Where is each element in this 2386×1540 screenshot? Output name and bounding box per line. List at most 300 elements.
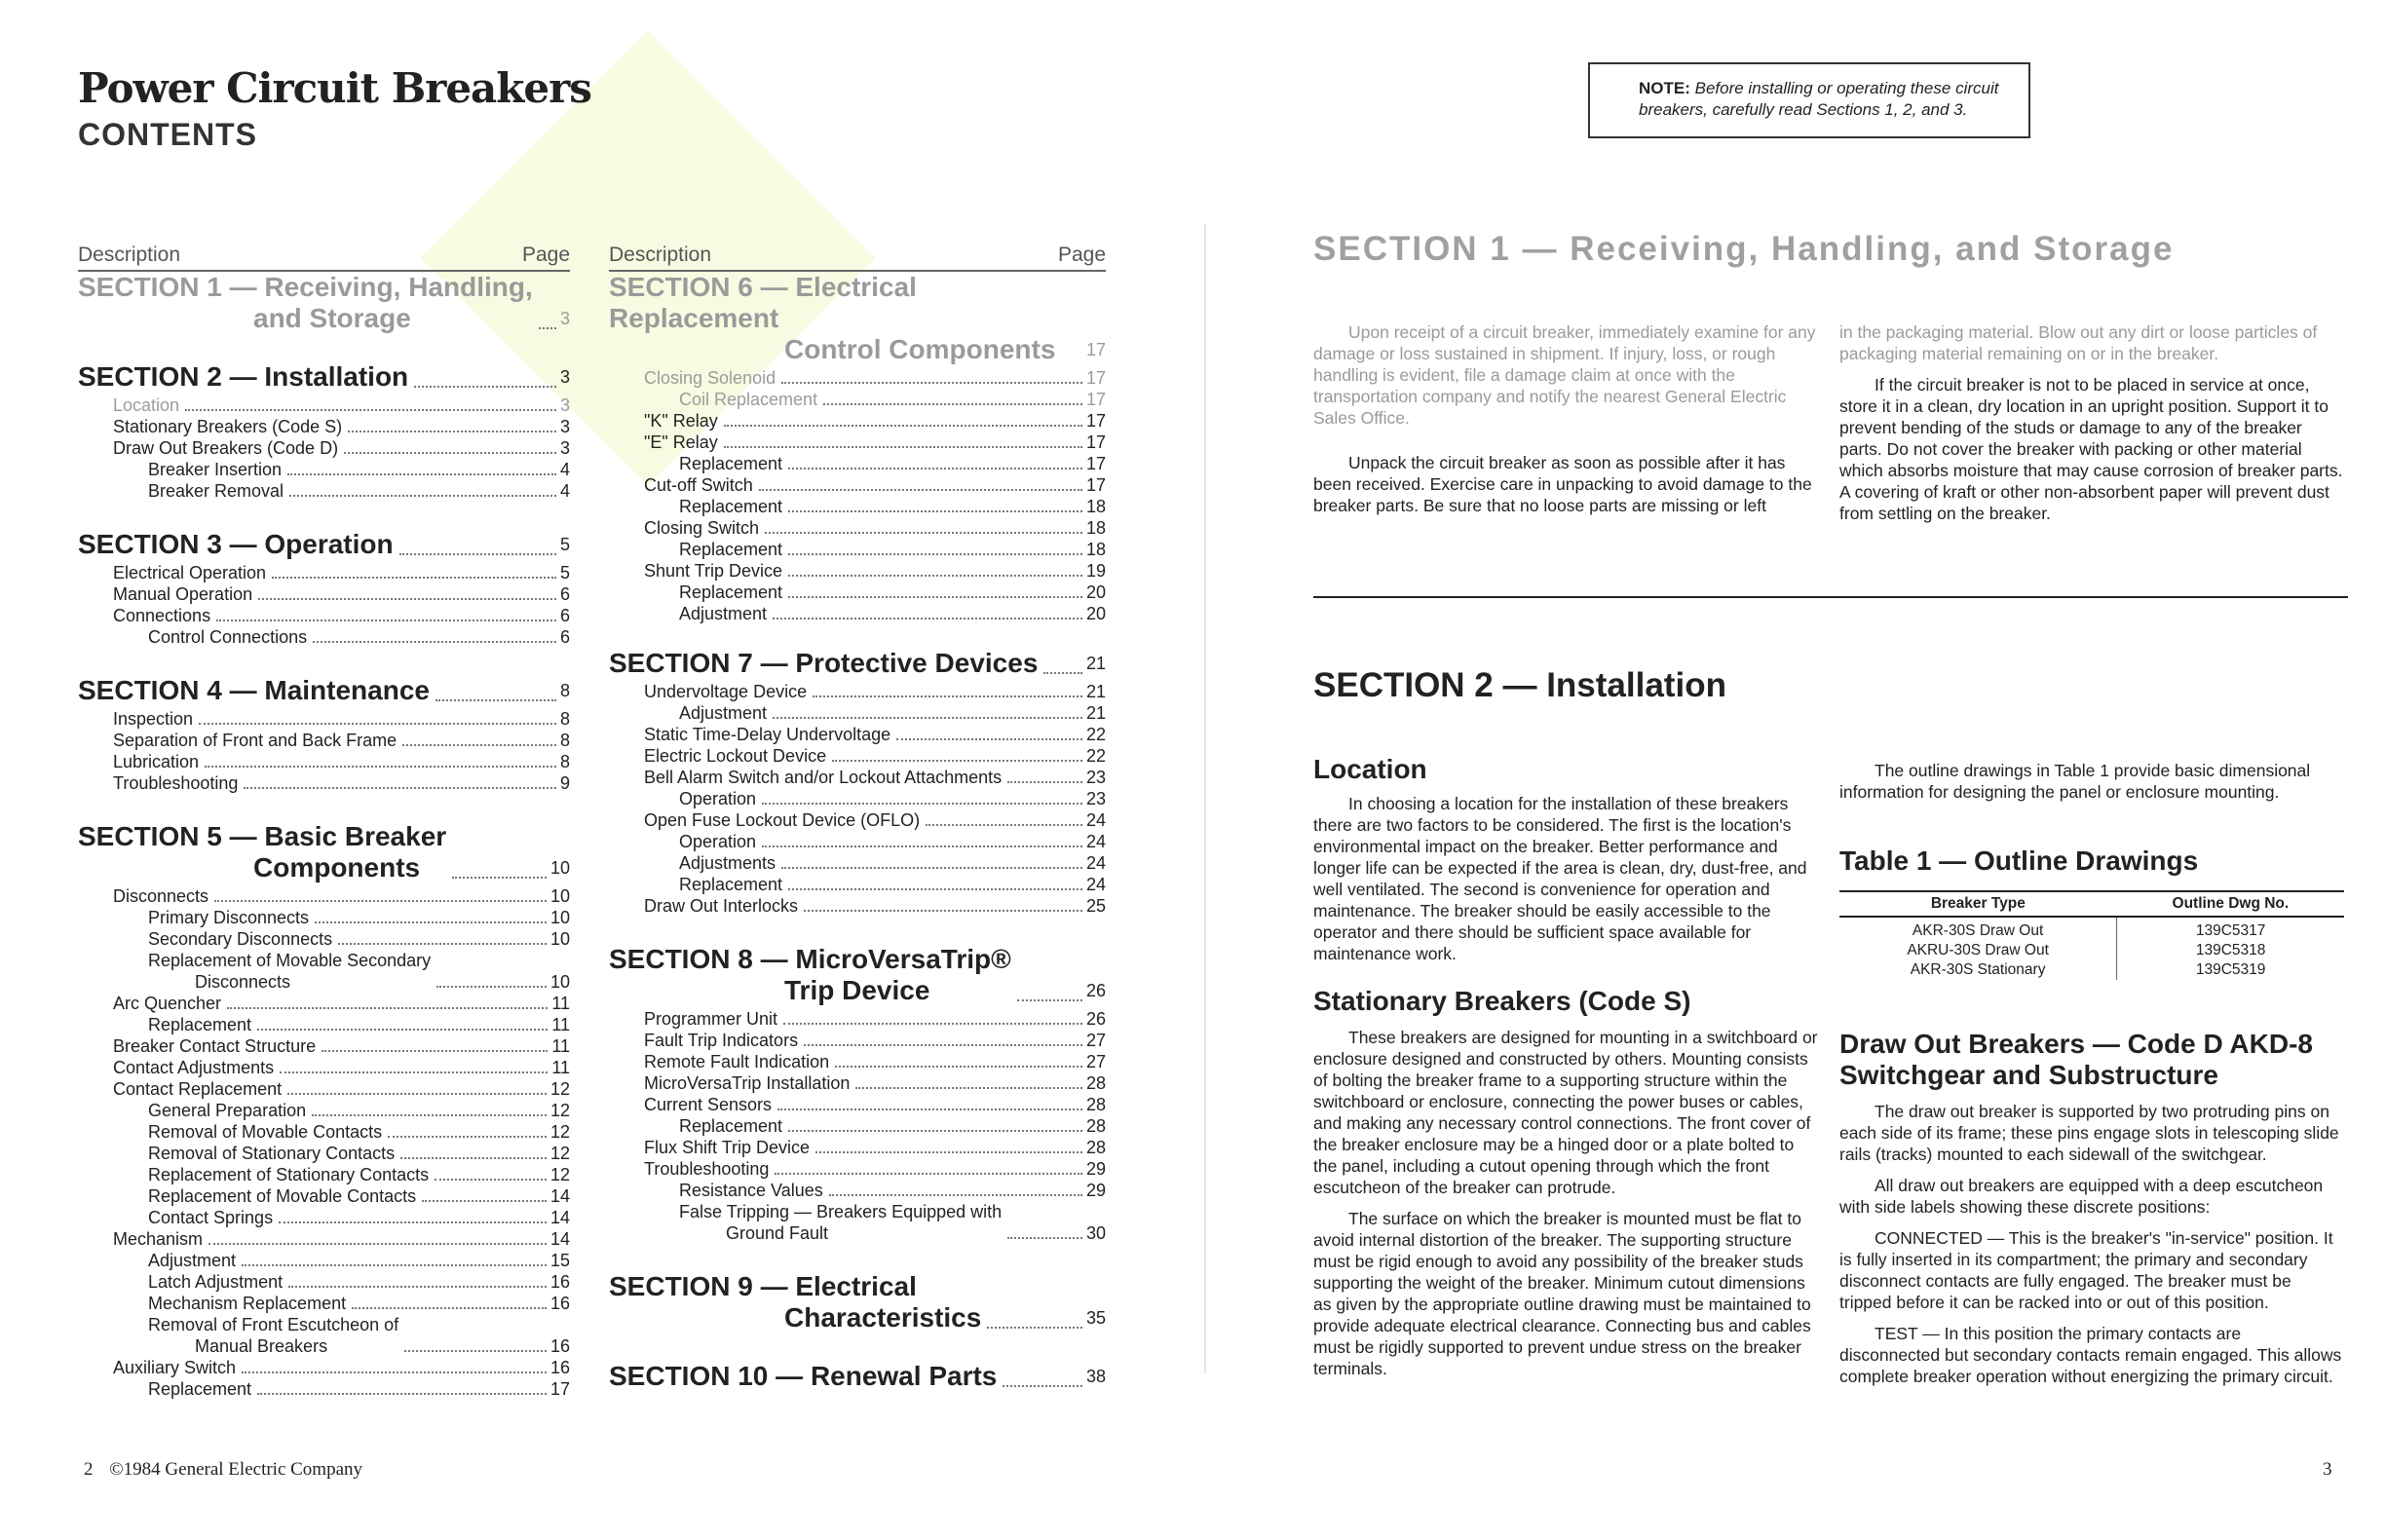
toc-entry-label: Disconnects xyxy=(113,886,209,906)
toc-page-number: 24 xyxy=(1085,810,1106,830)
toc-section-label-line2: Trip Device xyxy=(784,975,930,1005)
drawout-para-1: The draw out breaker is supported by two protruding pins on each side of its frame; these pins engage slots in telescoping slide rails (tracks) mounted to each sidewall of the switchgear. xyxy=(1839,1102,2339,1164)
leader-dots xyxy=(287,1092,547,1095)
toc-entry xyxy=(609,474,1106,496)
toc-entry xyxy=(609,367,1106,389)
leader-dots xyxy=(289,494,556,497)
toc-page-number: 18 xyxy=(1085,497,1106,516)
leader-dots xyxy=(788,552,1082,555)
toc-entry-label: Programmer Unit xyxy=(644,1009,778,1029)
toc-entry xyxy=(609,831,1106,852)
toc-entry-label: Contact Replacement xyxy=(113,1079,283,1099)
toc-page-number: 18 xyxy=(1085,518,1106,538)
toc-entry xyxy=(609,582,1106,603)
toc-entry xyxy=(78,416,570,437)
toc-section-label-line2: Characteristics xyxy=(784,1302,982,1333)
toc-page-number: 10 xyxy=(549,908,570,927)
toc-page-number: 11 xyxy=(551,1015,570,1034)
toc-entry xyxy=(78,772,570,794)
leader-dots xyxy=(322,1049,548,1052)
toc-page-number: 5 xyxy=(559,535,570,554)
toc-entry-label: Replacement of Movable Contacts xyxy=(148,1186,417,1206)
toc-entry xyxy=(609,809,1106,831)
toc-column-1 xyxy=(78,244,570,1400)
toc-entry xyxy=(78,1057,570,1078)
toc-entry-label: Fault Trip Indicators xyxy=(644,1031,799,1050)
note-text: Before installing or operating these circuit breakers, carefully read Sections 1, 2, and 3. xyxy=(1639,79,1999,119)
drawout-para-2: All draw out breakers are equipped with a deep escutcheon with side labels showing these discrete positions: xyxy=(1839,1176,2324,1217)
toc-section-title xyxy=(78,361,570,393)
toc-page-number: 23 xyxy=(1085,789,1106,808)
toc-entry-label: Arc Quencher xyxy=(113,994,222,1013)
toc-entry-label: Latch Adjustment xyxy=(148,1272,284,1292)
toc-entry xyxy=(78,1228,570,1250)
toc-section-title xyxy=(609,272,1106,365)
toc-entry xyxy=(78,1293,570,1314)
toc-page-number: 10 xyxy=(549,858,570,878)
toc-section-label: SECTION 4 — Maintenance xyxy=(78,675,430,705)
toc-page-number: 23 xyxy=(1085,768,1106,787)
toc-page-number: 14 xyxy=(549,1208,570,1227)
note-box xyxy=(1588,62,2030,138)
leader-dots xyxy=(775,1172,1082,1175)
toc-entry-label: Removal of Movable Contacts xyxy=(148,1122,383,1142)
leader-dots xyxy=(199,722,556,725)
leader-dots xyxy=(288,1285,547,1288)
toc-page-number: 21 xyxy=(1085,654,1106,673)
toc-header-page: Page xyxy=(521,244,570,266)
toc-page-number: 10 xyxy=(549,886,570,906)
leader-dots xyxy=(205,765,556,768)
toc-page-number: 18 xyxy=(1085,540,1106,559)
toc-entry-label: Closing Switch xyxy=(644,518,760,538)
toc-header xyxy=(78,244,570,272)
toc-entry xyxy=(78,437,570,459)
toc-section-label: SECTION 5 — Basic Breaker xyxy=(78,821,447,851)
toc-section-label: SECTION 7 — Protective Devices xyxy=(609,648,1039,678)
table-cell: 139C5319 xyxy=(2195,961,2266,978)
leader-dots xyxy=(813,695,1082,697)
leader-dots xyxy=(257,1392,547,1395)
leader-dots xyxy=(1043,671,1082,674)
toc-page-number: 8 xyxy=(559,752,570,771)
page-number: 3 xyxy=(2323,1459,2332,1480)
toc-entry xyxy=(609,389,1106,410)
toc-entry-label: Bell Alarm Switch and/or Lockout Attachments xyxy=(644,768,1003,787)
leader-dots xyxy=(788,1129,1082,1132)
toc-entry-label: Draw Out Interlocks xyxy=(644,896,799,916)
leader-dots xyxy=(258,597,556,600)
toc-entry xyxy=(609,432,1106,453)
toc-entry-label: Contact Springs xyxy=(148,1208,274,1227)
leader-dots xyxy=(244,786,556,789)
toc-page-number: 22 xyxy=(1085,746,1106,766)
leader-dots xyxy=(1017,998,1082,1001)
toc-section-title xyxy=(78,821,570,883)
toc-page-number: 16 xyxy=(549,1272,570,1292)
toc-entry-label: Separation of Front and Back Frame xyxy=(113,731,398,750)
toc-page-number: 28 xyxy=(1085,1073,1106,1093)
table-cell: 139C5317 xyxy=(2195,922,2266,939)
section1-para-3: in the packaging material. Blow out any dirt or loose particles of packaging material remaining on or in the breaker. xyxy=(1839,322,2318,363)
leader-dots xyxy=(435,1178,547,1181)
section1-column-a xyxy=(1313,321,1820,526)
toc-page-number: 16 xyxy=(549,1358,570,1377)
toc-page-number: 29 xyxy=(1085,1159,1106,1179)
toc-page-number: 20 xyxy=(1085,604,1106,623)
toc-entry xyxy=(78,605,570,626)
toc-page-number: 19 xyxy=(1085,561,1106,581)
toc-entry-label: Replacement xyxy=(679,454,783,473)
section-rule xyxy=(1313,596,2348,598)
leader-dots xyxy=(338,942,547,945)
table-title: Table 1 — Outline Drawings xyxy=(1839,845,2199,876)
toc-entry xyxy=(609,745,1106,767)
leader-dots xyxy=(352,1306,547,1309)
toc-entry-label: Undervoltage Device xyxy=(644,682,808,701)
toc-header-description: Description xyxy=(609,244,712,266)
toc-entry-label: Replacement xyxy=(148,1015,252,1034)
section1-para-2: Unpack the circuit breaker as soon as possible after it has been received. Exercise care in unpacking to avoid damage to the breaker parts. Be sure that no loose parts are missing or left xyxy=(1313,453,1812,515)
toc-entry-label: Breaker Insertion xyxy=(148,460,283,479)
leader-dots xyxy=(422,1199,547,1202)
toc-entry-label: Location xyxy=(113,395,180,415)
toc-entry-label: Breaker Removal xyxy=(148,481,284,501)
toc-entry xyxy=(78,751,570,772)
toc-page-number: 27 xyxy=(1085,1031,1106,1050)
leader-dots xyxy=(788,509,1082,512)
leader-dots xyxy=(829,1193,1082,1196)
toc-entry xyxy=(609,603,1106,624)
toc-entry-label: Stationary Breakers (Code S) xyxy=(113,417,343,436)
leader-dots xyxy=(788,574,1082,577)
toc-entry xyxy=(609,1180,1106,1201)
toc-page-number: 14 xyxy=(549,1186,570,1206)
toc-page-number: 17 xyxy=(1085,411,1106,431)
toc-entry-label: Remote Fault Indication xyxy=(644,1052,830,1071)
toc-page-number: 4 xyxy=(559,481,570,501)
toc-entry xyxy=(609,788,1106,809)
toc-page-number: 8 xyxy=(559,681,570,700)
toc-section-label: SECTION 2 — Installation xyxy=(78,361,409,392)
toc-entry-label: Shunt Trip Device xyxy=(644,561,783,581)
toc-entry-label: Mechanism xyxy=(113,1229,204,1249)
toc-section-label: SECTION 6 — Electrical Replacement xyxy=(609,272,917,333)
toc-entry xyxy=(609,453,1106,474)
leader-dots xyxy=(788,595,1082,598)
toc-entry xyxy=(609,517,1106,539)
leader-dots xyxy=(280,1070,548,1073)
leader-dots xyxy=(781,381,1082,384)
section2-title: SECTION 2 — Installation xyxy=(1313,666,1726,704)
toc-entry xyxy=(78,1143,570,1164)
outline-drawings-table xyxy=(1839,890,2344,980)
toc-page-number: 28 xyxy=(1085,1116,1106,1136)
toc-entry xyxy=(609,410,1106,432)
table-cell: AKR-30S Draw Out xyxy=(1839,917,2117,941)
location-para: In choosing a location for the installation of these breakers there are two factors to be considered. The first is the location's environmental impact on the breaker. Better performance and longer life can be expected if the area is clean, dry, dust-free, and well ventilated. The second is convenience for operation and maintenance. The breaker should be easily accessible to the operator and there should be sufficient space available for maintenance work. xyxy=(1313,794,1807,963)
toc-page-number: 12 xyxy=(549,1144,570,1163)
table-header-cell: Outline Dwg No. xyxy=(2117,891,2344,917)
leader-dots xyxy=(783,1022,1082,1025)
toc-page-number: 21 xyxy=(1085,703,1106,723)
toc-page-number: 6 xyxy=(559,584,570,604)
leader-dots xyxy=(315,920,547,923)
toc-entry xyxy=(78,1014,570,1035)
table-row xyxy=(1839,960,2344,980)
toc-page-number: 17 xyxy=(1085,368,1106,388)
contents-heading: CONTENTS xyxy=(78,117,257,152)
toc-entry-label: Auxiliary Switch xyxy=(113,1358,237,1377)
toc-column-2 xyxy=(609,244,1106,1394)
leader-dots xyxy=(815,1150,1082,1153)
toc-entry-label: Contact Adjustments xyxy=(113,1058,275,1077)
toc-section-title xyxy=(78,675,570,706)
toc-entry-label: Lubrication xyxy=(113,752,200,771)
toc-entry xyxy=(78,1078,570,1100)
table-row xyxy=(1839,917,2344,941)
toc-entry-label: Replacement xyxy=(148,1379,252,1399)
toc-page-number: 24 xyxy=(1085,853,1106,873)
toc-entry xyxy=(78,459,570,480)
toc-page-number: 38 xyxy=(1085,1367,1106,1386)
toc-entry-label: Coil Replacement xyxy=(679,390,818,409)
toc-page-number: 8 xyxy=(559,709,570,729)
toc-page-number: 14 xyxy=(549,1229,570,1249)
toc-page-number: 15 xyxy=(549,1251,570,1270)
toc-page-number: 5 xyxy=(559,563,570,582)
toc-entry-label: MicroVersaTrip Installation xyxy=(644,1073,851,1093)
toc-entry xyxy=(609,560,1106,582)
leader-dots xyxy=(436,985,547,988)
toc-entry xyxy=(78,562,570,583)
toc-page-number: 3 xyxy=(559,395,570,415)
section1-column-b xyxy=(1839,321,2346,534)
toc-page-number: 10 xyxy=(549,929,570,949)
toc-page-number: 28 xyxy=(1085,1095,1106,1114)
leader-dots xyxy=(452,876,547,879)
leader-dots xyxy=(987,1326,1082,1329)
toc-entry xyxy=(78,885,570,907)
toc-entry-label: Current Sensors xyxy=(644,1095,773,1114)
leader-dots xyxy=(777,1108,1082,1110)
toc-page-number: 28 xyxy=(1085,1138,1106,1157)
toc-entry-label: Draw Out Breakers (Code D) xyxy=(113,438,339,458)
drawout-para-3: CONNECTED — This is the breaker's "in-service" position. It is fully inserted in its compartment; the primary and secondary disconnect contacts are fully engaged. The breaker must be tripped before it can be racked into or out of this position. xyxy=(1839,1228,2333,1312)
section1-para-4: If the circuit breaker is not to be placed in service at once, store it in a clean, dry location in an upright position. Support it to prevent bending of the studs or damage to any of the breaker parts. Do not cover the breaker with packing or other material which absorbs moisture that may cause corrosion of breaker parts. A covering of kraft or other non-absorbent paper will prevent dust from settling on the breaker. xyxy=(1839,375,2343,523)
leader-dots xyxy=(788,887,1082,890)
toc-section-title xyxy=(609,1361,1106,1392)
toc-entry xyxy=(78,1100,570,1121)
toc-entry-label-line2: Ground Fault xyxy=(726,1223,829,1243)
leader-dots xyxy=(388,1135,547,1138)
stationary-heading: Stationary Breakers (Code S) xyxy=(1313,986,1691,1016)
toc-entry-label-line2: Manual Breakers xyxy=(195,1336,328,1356)
toc-entry xyxy=(609,724,1106,745)
toc-entry-label: Adjustments xyxy=(679,853,776,873)
toc-page-number: 17 xyxy=(1085,340,1106,359)
leader-dots xyxy=(344,451,556,454)
toc-page-number: 21 xyxy=(1085,682,1106,701)
toc-section-label: SECTION 10 — Renewal Parts xyxy=(609,1361,998,1391)
toc-entry-label: Closing Solenoid xyxy=(644,368,776,388)
toc-page-number: 3 xyxy=(559,417,570,436)
toc-entry xyxy=(609,1008,1106,1030)
toc-entry xyxy=(609,1030,1106,1051)
toc-page-number: 17 xyxy=(1085,454,1106,473)
leader-dots xyxy=(804,1043,1082,1046)
toc-section-label-line2: Components xyxy=(253,852,421,883)
leader-dots xyxy=(400,1156,547,1159)
drawout-para-4: TEST — In this position the primary contacts are disconnected but secondary contacts remain engaged. This allows complete breaker operation without energizing the primary circuit. xyxy=(1839,1324,2342,1386)
toc-header-description: Description xyxy=(78,244,181,266)
table-cell: 139C5318 xyxy=(2195,942,2266,958)
leader-dots xyxy=(414,385,556,388)
toc-entry-label: Mechanism Replacement xyxy=(148,1294,347,1313)
toc-page-number: 24 xyxy=(1085,832,1106,851)
leader-dots xyxy=(1003,1384,1082,1387)
leader-dots xyxy=(773,617,1082,620)
leader-dots xyxy=(773,716,1082,719)
toc-list xyxy=(609,272,1106,1392)
toc-entry xyxy=(78,1378,570,1400)
toc-page-number: 12 xyxy=(549,1101,570,1120)
toc-entry xyxy=(78,993,570,1014)
toc-section-label: SECTION 9 — Electrical xyxy=(609,1271,917,1301)
toc-page-number: 30 xyxy=(1085,1223,1106,1243)
toc-entry xyxy=(609,852,1106,874)
toc-entry-label: Troubleshooting xyxy=(113,773,239,793)
leader-dots xyxy=(242,1371,547,1373)
toc-page-number: 27 xyxy=(1085,1052,1106,1071)
toc-entry xyxy=(609,767,1106,788)
toc-page-number: 24 xyxy=(1085,875,1106,894)
leader-dots xyxy=(214,899,547,902)
leader-dots xyxy=(762,845,1082,847)
table-cell: AKR-30S Stationary xyxy=(1839,960,2117,980)
toc-entry-label: Adjustment xyxy=(679,604,768,623)
toc-entry-label: Breaker Contact Structure xyxy=(113,1036,317,1056)
toc-page-number: 25 xyxy=(1085,896,1106,916)
location-heading: Location xyxy=(1313,754,1427,784)
leader-dots xyxy=(272,576,556,579)
toc-page-number: 12 xyxy=(549,1079,570,1099)
toc-entry-label: "E" Relay xyxy=(644,432,718,452)
toc-entry xyxy=(78,1207,570,1228)
toc-entry xyxy=(78,1314,570,1357)
toc-page-number: 11 xyxy=(551,994,570,1013)
toc-page-number: 17 xyxy=(1085,475,1106,495)
toc-entry-label: Operation xyxy=(679,789,757,808)
leader-dots xyxy=(835,1065,1082,1068)
toc-entry-label: Flux Shift Trip Device xyxy=(644,1138,811,1157)
leader-dots xyxy=(832,759,1082,762)
footer-left xyxy=(84,1459,362,1481)
leader-dots xyxy=(1007,1236,1082,1239)
toc-entry xyxy=(78,394,570,416)
toc-section-label: SECTION 3 — Operation xyxy=(78,529,394,559)
leader-dots xyxy=(724,424,1082,427)
toc-entry xyxy=(78,1035,570,1057)
outline-intro xyxy=(1839,760,2346,812)
toc-header xyxy=(609,244,1106,272)
drawout-body xyxy=(1839,1101,2346,1397)
toc-entry-label: Replacement xyxy=(679,875,783,894)
leader-dots xyxy=(855,1086,1082,1089)
right-page xyxy=(1193,0,2386,1540)
toc-entry-label: Connections xyxy=(113,606,211,625)
toc-page-number: 17 xyxy=(549,1379,570,1399)
toc-entry-label: Removal of Front Escutcheon of xyxy=(148,1315,399,1334)
toc-entry-label: Replacement xyxy=(679,1116,783,1136)
toc-entry xyxy=(609,1158,1106,1180)
leader-dots xyxy=(896,737,1082,740)
toc-entry-label: Operation xyxy=(679,832,757,851)
toc-page-number: 11 xyxy=(551,1036,570,1056)
toc-entry xyxy=(609,1051,1106,1072)
toc-section-title xyxy=(609,648,1106,679)
toc-entry xyxy=(78,928,570,950)
leader-dots xyxy=(257,1028,548,1031)
leader-dots xyxy=(724,445,1082,448)
toc-entry-label: Open Fuse Lockout Device (OFLO) xyxy=(644,810,921,830)
leader-dots xyxy=(823,402,1082,405)
toc-entry xyxy=(609,496,1106,517)
leader-dots xyxy=(242,1263,547,1266)
toc-entry-label: False Tripping — Breakers Equipped with xyxy=(679,1202,1003,1221)
toc-entry xyxy=(609,539,1106,560)
toc-entry xyxy=(78,583,570,605)
toc-page-number: 16 xyxy=(549,1336,570,1356)
toc-entry-label: Inspection xyxy=(113,709,194,729)
drawout-heading: Draw Out Breakers — Code D AKD-8 Switchgear and Substructure xyxy=(1839,1029,2313,1090)
leader-dots xyxy=(185,408,556,411)
toc-list xyxy=(78,272,570,1400)
stationary-para-2: The surface on which the breaker is mounted must be flat to avoid internal distortion of the breaker. The supporting structure must be rigid enough to avoid any possibility of the breaker studs supporting the weight of the breaker. Minimum cutout dimensions as given by the appropriate outline drawing must be maintained to provide adequate electrical clearance. Connecting bus and cables must be rigidly supported to prevent undue stress on the breaker terminals. xyxy=(1313,1209,1811,1378)
toc-section-title xyxy=(78,272,570,334)
toc-entry xyxy=(78,1271,570,1293)
toc-entry xyxy=(609,1094,1106,1115)
toc-entry-label: Troubleshooting xyxy=(644,1159,770,1179)
toc-entry xyxy=(609,1115,1106,1137)
toc-section-label: SECTION 1 — Receiving, Handling, xyxy=(78,272,533,302)
leader-dots xyxy=(227,1006,548,1009)
toc-section-title xyxy=(78,529,570,560)
toc-section-label: SECTION 8 — MicroVersaTrip® xyxy=(609,944,1011,974)
toc-entry xyxy=(78,480,570,502)
toc-entry-label: Adjustment xyxy=(679,703,768,723)
toc-page-number: 6 xyxy=(559,627,570,647)
toc-entry-label: Primary Disconnects xyxy=(148,908,310,927)
toc-page-number: 3 xyxy=(559,438,570,458)
toc-entry xyxy=(609,681,1106,702)
leader-dots xyxy=(1007,780,1082,783)
toc-entry xyxy=(609,874,1106,895)
stationary-body xyxy=(1313,1027,1820,1389)
table-header-row xyxy=(1839,891,2344,917)
toc-entry-label: Secondary Disconnects xyxy=(148,929,333,949)
toc-page-number: 10 xyxy=(549,972,570,992)
toc-entry-label: Control Connections xyxy=(148,627,308,647)
toc-entry-label: Electric Lockout Device xyxy=(644,746,827,766)
toc-entry xyxy=(78,1164,570,1185)
toc-entry xyxy=(609,1072,1106,1094)
leader-dots xyxy=(539,326,556,329)
toc-entry xyxy=(78,730,570,751)
note-label: NOTE: xyxy=(1639,79,1690,97)
toc-page-number: 12 xyxy=(549,1165,570,1184)
location-body xyxy=(1313,793,1820,974)
